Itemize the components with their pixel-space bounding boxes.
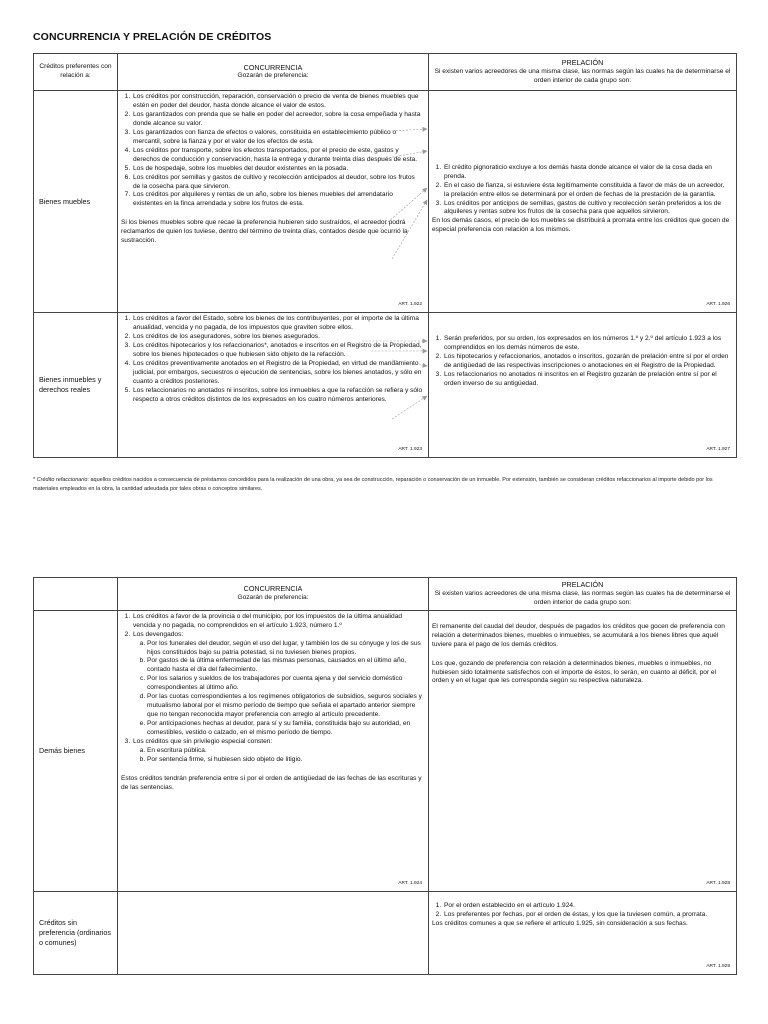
list-item: 4. Los créditos por transporte, sobre los efectos transportados, por el precio de este, gastos y derechos de conducción y conservación, hasta la entrega y durante treinta días después de esta. <box>132 147 423 165</box>
sublist-item: b. Por gastos de la última enfermedad de las mismas personas, causados en el último año, contado hasta el día del fallecimiento. <box>147 657 423 675</box>
prelacion-demas-p1: El remanente del caudal del deudor, después de pagados los créditos que gocen de preferencia con relación a determinados bienes, muebles o inmuebles, se acumulará a los bienes libres que aquél tuviere para el pago de los demás créditos. <box>432 622 725 648</box>
header-empty-cell <box>34 578 118 611</box>
list-item: 1. Serán preferidos, por su orden, los expresados en los números 1.º y 2.º del artículo 1.923 a los comprendidos en los demás números de este. <box>443 335 731 353</box>
list-item-text: Los créditos a favor de la provincia o del municipio, por los impuestos de la última anualidad vencida y no pagada, no comprendidos en el artículo 1.923, número 1.º <box>133 612 403 629</box>
prelacion-inmuebles-cell <box>429 313 737 458</box>
header-concurrencia-sub: Gozarán de preferencia: <box>237 594 309 602</box>
list-item: 4. Los créditos preventivamente anotados en el Registro de la Propiedad, en virtud de mandamiento judicial, por embargos, secuestros o ejecución de sentencias, sobre los bienes anotados, y sólo en cuanto a créditos posteriores. <box>132 360 423 387</box>
prelacion-muebles-note: En los demás casos, el precio de los muebles se distribuirá a prorrata entre los créditos que gocen de especial preferencia con relación a los mismos. <box>432 217 730 234</box>
concurrencia-demas-list <box>121 613 423 765</box>
list-item: 5. Los refaccionarios no anotados ni inscritos, sobre los inmuebles a que la refacción se refiera y sólo respecto a otros créditos distintos de los expresados en los cuatro números anteriores. <box>132 387 423 405</box>
row-sin-preferencia <box>34 891 737 974</box>
list-item: 2. Los garantizados con prenda que se halle en poder del acreedor, sobre la cosa empeñada y hasta donde alcance su valor. <box>132 111 423 129</box>
header-col-bienes <box>34 54 118 91</box>
header-col-bienes-label: Créditos preferentes con relación a: <box>39 63 112 79</box>
header-concurrencia <box>118 54 429 91</box>
list-item: 1. Los créditos por construcción, reparación, conservación o precio de venta de bienes muebles que estén en poder del deudor, hasta donde alcance el valor de estos. <box>132 93 423 111</box>
row-bienes-inmuebles <box>34 313 737 458</box>
article-ref: ART. 1.924 <box>398 881 422 887</box>
list-item: 2. Los preferentes por fechas, por el orden de éstas, y los que la tuviesen común, a prorrata. <box>443 911 731 920</box>
concurrencia-inmuebles-cell <box>118 313 429 458</box>
list-item: 7. Los créditos por alquileres y rentas de un año, sobre los bienes muebles del arrendatario existentes en la finca arrendada y sobre los frutos de esta. <box>132 191 423 209</box>
sublist-item: c. Por los salarios y sueldos de los trabajadores por cuenta ajena y del servicio doméstico correspondientes al último año. <box>147 675 423 693</box>
list-item: 1. El crédito pignoraticio excluye a los demás hasta donde alcance el valor de la cosa dada en prenda. <box>443 164 731 182</box>
prelacion-muebles-list <box>432 164 731 218</box>
sublist-item: a. Por los funerales del deudor, según el uso del lugar, y también los de su cónyuge y los de sus hijos constituidos bajo su patria potestad, si no tuviesen bienes propios. <box>147 640 423 658</box>
article-ref: ART. 1.928 <box>706 881 730 887</box>
article-ref: ART. 1.926 <box>706 302 730 308</box>
footnote-term: Crédito refaccionario <box>36 477 88 483</box>
article-ref: ART. 1.929 <box>706 964 730 970</box>
page-title: CONCURRENCIA Y PRELACIÓN DE CRÉDITOS <box>33 31 272 43</box>
list-item: 2. Los créditos de los aseguradores, sobre los bienes asegurados. <box>132 333 423 342</box>
header-concurrencia <box>118 578 429 611</box>
prelacion-inmuebles-list <box>432 335 731 389</box>
list-item: 5. Los de hospedaje, sobre los muebles del deudor existentes en la posada. <box>132 165 423 174</box>
table-demas-bienes <box>33 577 737 975</box>
prelacion-muebles-cell <box>429 91 737 313</box>
list-item <box>132 613 423 631</box>
concurrencia-inmuebles-list <box>121 315 423 405</box>
list-item: 2. En el caso de fianza, si estuviere ésta legítimamente constituida a favor de más de un acreedor, la prelación entre ellos se determinará por el orden de fechas de la prestación de la garantía. <box>443 182 731 200</box>
prelacion-sin-preferencia-note: Los créditos comunes a que se refiere el artículo 1.925, sin consideración a sus fechas. <box>432 919 688 927</box>
sublist-item: e. Por anticipaciones hechas al deudor, para sí y su familia, constituida bajo su autoridad, en comestibles, vestido o calzado, en el mismo período de tiempo. <box>147 720 423 738</box>
list-item-text: Los créditos que sin privilegio especial consten: <box>133 738 273 746</box>
sublist-item: a. En escritura pública. <box>147 747 423 756</box>
table-header-row <box>34 578 737 611</box>
sublist-item: d. Por las cuotas correspondientes a los regímenes obligatorios de subsidios, seguros sociales y mutualismo laboral por el mismo período de tiempo que señala el apartado anterior siempre que no tengan reconocida mayor preferencia con arreglo al artículo precedente. <box>147 693 423 720</box>
sublist-item: b. Por sentencia firme, si hubiesen sido objeto de litigio. <box>147 756 423 765</box>
concurrencia-muebles-note: Si los bienes muebles sobre que recae la preferencia hubieren sido sustraídos, el acreedor podrá reclamarlos de quien los tuviese, dentro del término de treinta días, contados desde que ocurrió la sustracción. <box>121 219 408 245</box>
list-item: 1. Los créditos a favor del Estado, sobre los bienes de los contribuyentes, por el importe de la última anualidad, vencida y no pagada, de los impuestos que graviten sobre ellos. <box>132 315 423 333</box>
table-preferentes <box>33 53 737 458</box>
list-item: 1. Por el orden establecido en el artículo 1.924. <box>443 902 731 911</box>
prelacion-sin-preferencia-cell <box>429 891 737 974</box>
list-item <box>132 631 423 738</box>
header-concurrencia-title: CONCURRENCIA <box>243 62 303 72</box>
header-prelacion-title: PRELACIÓN <box>561 58 604 68</box>
row-demas-bienes <box>34 610 737 891</box>
row-label-demas: Demás bienes <box>34 610 118 891</box>
article-ref: ART. 1.927 <box>706 447 730 453</box>
list-item-text: Los devengados: <box>133 630 184 638</box>
list-item: 3. Los garantizados con fianza de efectos o valores, constituida en establecimiento público o mercantil, sobre la fianza y por el valor de los efectos de esta. <box>132 129 423 147</box>
header-prelacion-sub: Si existen varios acreedores de una misma clase, las normas según las cuales ha de determinarse el orden interior de cada grupo son: <box>434 67 731 84</box>
footnote <box>33 476 733 493</box>
list-item: 2. Los hipotecarios y refaccionarios, anotados o inscritos, gozarán de prelación entre sí por el orden de antigüedad de las respectivas inscripciones o anotaciones en el Registro de la Propiedad. <box>443 353 731 371</box>
concurrencia-demas-cell <box>118 610 429 891</box>
row-label-inmuebles: Bienes inmuebles y derechos reales <box>34 313 118 458</box>
sublist <box>133 640 423 738</box>
list-item <box>132 738 423 765</box>
article-ref: ART. 1.922 <box>398 302 422 308</box>
header-prelacion <box>429 578 737 611</box>
row-label-muebles: Bienes muebles <box>34 91 118 313</box>
concurrencia-demas-note: Estos créditos tendrán preferencia entre sí por el orden de antigüedad de las fechas de las escrituras y de las sentencias. <box>121 774 422 791</box>
header-prelacion <box>429 54 737 91</box>
footnote-text: : aquellos créditos nacidos a consecuencia de préstamos concedidos para la realización de una obra, ya sea de construcción, reparación o conservación de un inmueble. Por extensión, también se consideran créditos refaccionarios al importe debido por los materiales empleados en la obra, la cantidad adeudada por tales obras o conceptos similares. <box>33 477 713 492</box>
list-item: 3. Los créditos hipotecarios y los refaccionarios*, anotados e inscritos en el Registro de la Propiedad, sobre los bienes hipotecados o que hubiesen sido objeto de la refacción. <box>132 342 423 360</box>
table-header-row <box>34 54 737 91</box>
list-item: 6. Los créditos por semillas y gastos de cultivo y recolección anticipados al deudor, sobre los frutos de la cosecha para que sirvieron. <box>132 174 423 192</box>
header-concurrencia-title: CONCURRENCIA <box>243 584 303 594</box>
row-bienes-muebles <box>34 91 737 313</box>
article-ref: ART. 1.923 <box>398 447 422 453</box>
concurrencia-muebles-list <box>121 93 423 209</box>
prelacion-demas-p2: Los que, gozando de preferencia con relación a determinados bienes, muebles o inmuebles, no hubiesen sido totalmente satisfechos con el importe de éstos, lo serán, en cuanto al déficit, por el orden y en el lugar que les corresponda según su respectiva naturaleza. <box>432 659 717 685</box>
header-concurrencia-sub: Gozarán de preferencia: <box>237 72 309 80</box>
list-item: 3. Los créditos por anticipos de semillas, gastos de cultivo y recolección serán preferidos a los de alquileres y rentas sobre los frutos de la cosecha para que aquellos sirvieron. <box>443 200 731 218</box>
concurrencia-muebles-cell <box>118 91 429 313</box>
prelacion-demas-cell <box>429 610 737 891</box>
header-prelacion-sub: Si existen varios acreedores de una misma clase, las normas según las cuales ha de determinarse el orden interior de cada grupo son: <box>434 589 731 606</box>
row-label-sin-preferencia: Créditos sin preferencia (ordinarios o comunes) <box>34 891 118 974</box>
prelacion-sin-preferencia-list <box>432 902 731 920</box>
footnote-marker: * <box>33 477 37 483</box>
concurrencia-sin-preferencia-cell <box>118 891 429 974</box>
list-item: 3. Los refaccionarios no anotados ni inscritos en el Registro gozarán de prelación entre sí por el orden inverso de su antigüedad. <box>443 371 731 389</box>
sublist <box>133 747 423 765</box>
header-prelacion-title: PRELACIÓN <box>561 580 604 589</box>
